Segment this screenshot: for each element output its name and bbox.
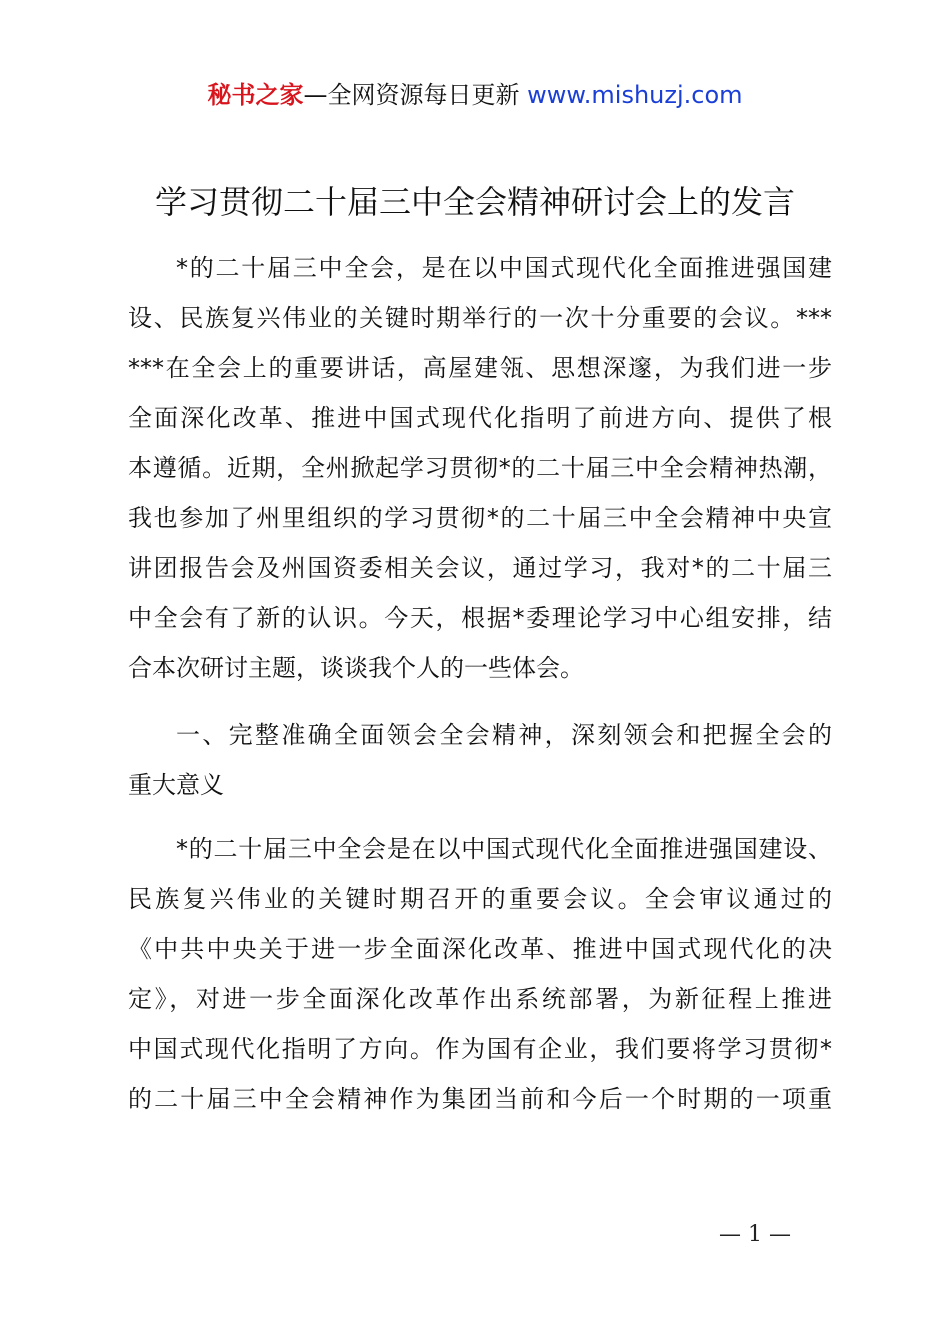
heading-line: 重大意义 [128, 771, 224, 799]
paragraph-line: *的二十届三中全会，是在以中国式现代化全面推进强国建 [176, 254, 832, 282]
site-url-link[interactable]: www.mishuzj.com [527, 81, 743, 109]
heading-line: 一、完整准确全面领会全会精神，深刻领会和把握全会的 [176, 721, 832, 749]
paragraph-line: 讲团报告会及州国资委相关会议，通过学习，我对*的二十届三 [128, 554, 832, 582]
brand-name: 秘书之家 [207, 81, 304, 109]
paragraph-line: 我也参加了州里组织的学习贯彻*的二十届三中全会精神中央宣 [128, 504, 832, 532]
section-heading-1 [128, 710, 832, 810]
paragraph-line: 定》，对进一步全面深化改革作出系统部署，为新征程上推进 [128, 985, 832, 1013]
paragraph-line: ***在全会上的重要讲话，高屋建瓴、思想深邃，为我们进一步 [128, 354, 832, 382]
paragraph-line: 中国式现代化指明了方向。作为国有企业，我们要将学习贯彻* [128, 1035, 832, 1063]
paragraph-line: 本遵循。近期，全州掀起学习贯彻*的二十届三中全会精神热潮， [128, 454, 832, 482]
paragraph-line: 中全会有了新的认识。今天，根据*委理论学习中心组安排，结 [128, 604, 832, 632]
paragraph-line: 全面深化改革、推进中国式现代化指明了前进方向、提供了根 [128, 404, 832, 432]
document-title: 学习贯彻二十届三中全会精神研讨会上的发言 [154, 183, 795, 221]
banner-slogan: —全网资源每日更新 [303, 81, 528, 109]
site-banner [0, 78, 950, 112]
paragraph-line: 合本次研讨主题，谈谈我个人的一些体会。 [128, 654, 584, 682]
paragraph-line: 的二十届三中全会精神作为集团当前和今后一个时期的一项重 [128, 1085, 832, 1113]
paragraph-line: 《中共中央关于进一步全面深化改革、推进中国式现代化的决 [128, 935, 832, 963]
paragraph-1 [128, 243, 832, 693]
paragraph-2 [128, 824, 832, 1124]
page-number: — 1 — [719, 1222, 791, 1247]
paragraph-line: 设、民族复兴伟业的关键时期举行的一次十分重要的会议。*** [128, 304, 832, 332]
paragraph-line: *的二十届三中全会是在以中国式现代化全面推进强国建设、 [176, 835, 832, 863]
paragraph-line: 民族复兴伟业的关键时期召开的重要会议。全会审议通过的 [128, 885, 832, 913]
